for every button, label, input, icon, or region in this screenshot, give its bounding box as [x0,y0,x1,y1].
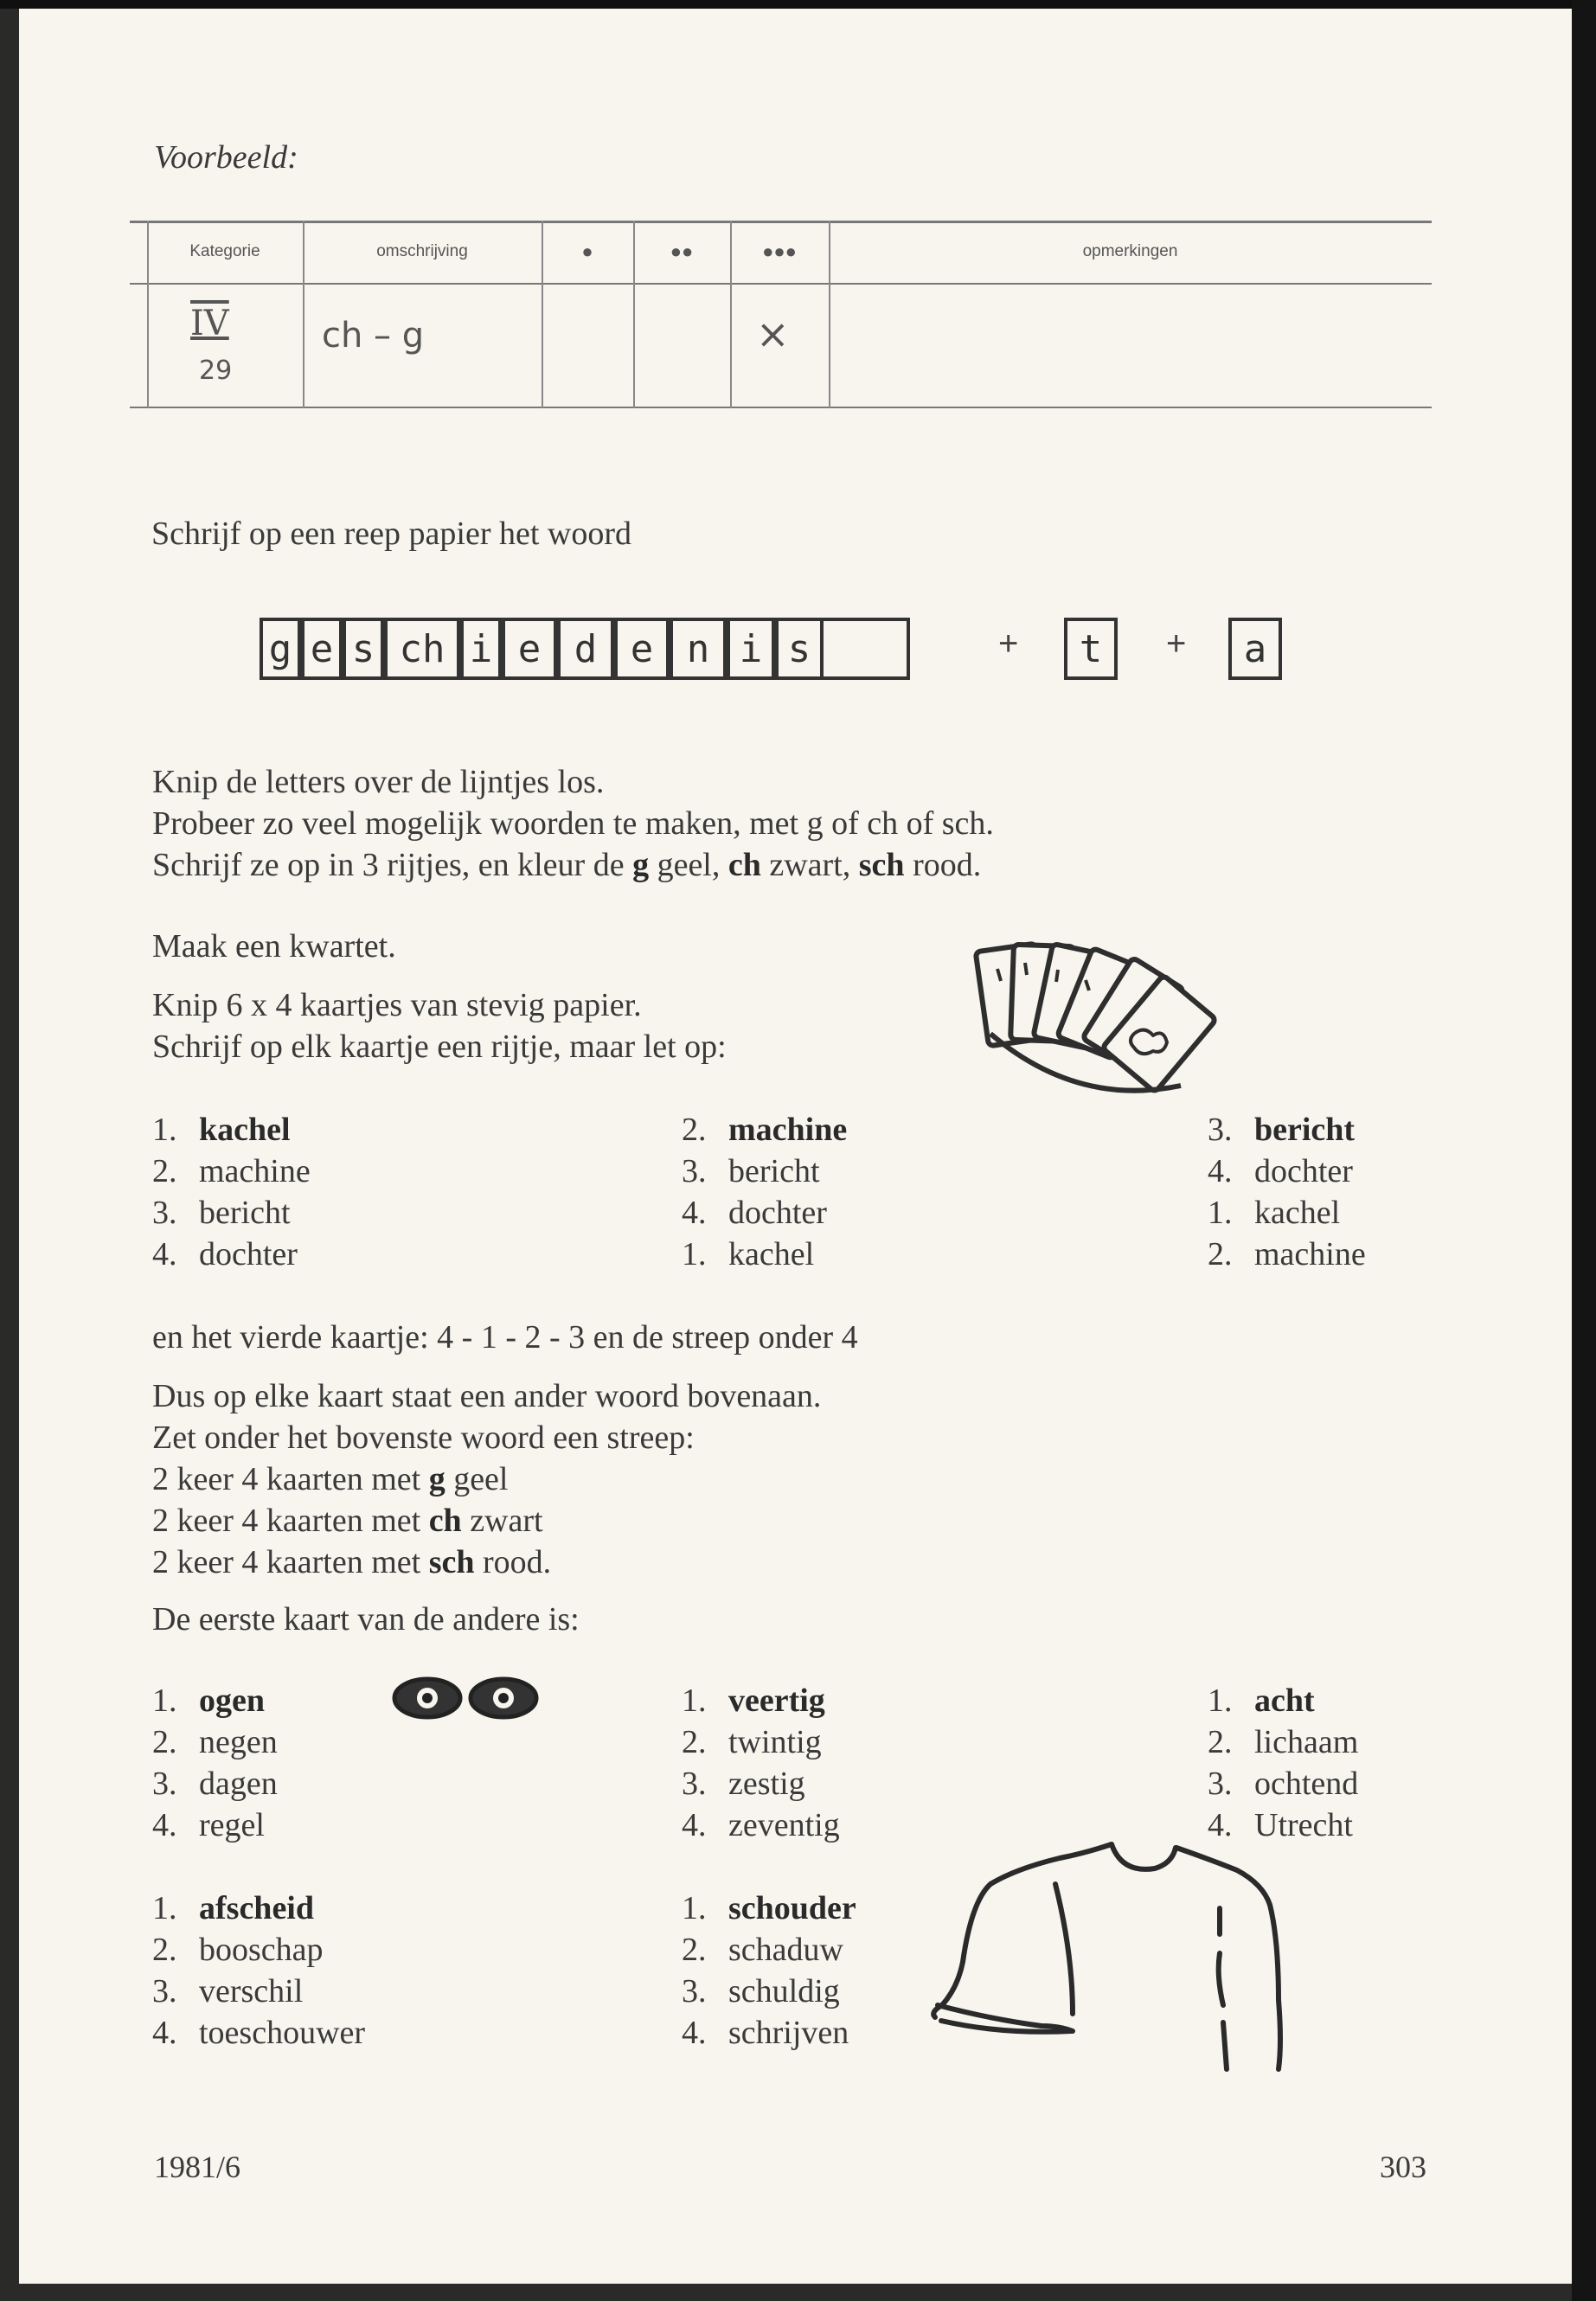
rules-line: 2 keer 4 kaarten met sch rood. [152,1544,552,1580]
plus-sign: + [998,625,1019,663]
card-item: 4. Utrecht [1208,1807,1353,1843]
card-item: 1. afscheid [152,1890,314,1926]
header-level-2: ●● [670,240,694,262]
card-item: 3. ochtend [1208,1766,1359,1802]
card-item: 1. kachel [682,1236,815,1272]
kwartet-line: Schrijf op elk kaartje een rijtje, maar let op: [152,1029,727,1065]
letter-tile-extra: t [1064,618,1118,680]
page-number: 303 [1380,2150,1426,2184]
card-item: 1. kachel [152,1112,291,1148]
level-3-mark: × [756,311,790,357]
rules-line: Dus op elke kaart staat een ander woord bovenaan. [152,1378,822,1414]
letter-tile: g [260,618,301,680]
example-table [130,221,1432,409]
letter-tile: e [614,618,670,680]
card-column [682,1680,840,1846]
card-column [1208,1109,1366,1275]
scan-right-edge [1572,0,1596,2301]
rules-line: Zet onder het bovenste woord een streep: [152,1420,695,1456]
header-level-3: ●●● [762,240,797,262]
letter-tile: s [775,618,824,680]
card-item: 4. dochter [152,1236,298,1272]
intro-text: Schrijf op een reep papier het woord [151,516,632,552]
card-item: 2. machine [1208,1236,1366,1272]
rules-line: De eerste kaart van de andere is: [152,1601,580,1638]
card-item: 2. booschap [152,1932,324,1968]
card-column [152,1888,365,2054]
card-item: 3. verschil [152,1973,304,2009]
letter-tile: ch [384,618,460,680]
card-item: 2. machine [152,1153,311,1189]
card-item: 3. bericht [682,1153,820,1189]
letter-tile-extra: a [1228,618,1282,680]
card-item: 1. schouder [682,1890,856,1926]
card-item: 3. bericht [1208,1112,1356,1148]
card-column [152,1680,278,1846]
instruction-line: Schrijf ze op in 3 rijtjes, en kleur de g geel, ch zwart, sch rood. [152,847,982,883]
card-column [152,1109,311,1275]
fourth-card-text: en het vierde kaartje: 4 - 1 - 2 - 3 en de streep onder 4 [152,1319,858,1356]
card-item: 4. dochter [1208,1153,1353,1189]
letter-tile: i [460,618,502,680]
sweater-illustration [926,1832,1298,2079]
letter-tile: d [557,618,614,680]
kwartet-line: Knip 6 x 4 kaartjes van stevig papier. [152,987,642,1023]
table-header-rule [130,283,1432,285]
card-item: 1. veertig [682,1682,825,1719]
instruction-line: Knip de letters over de lijntjes los. [152,764,605,800]
plus-sign: + [1166,625,1187,663]
letter-tile: e [502,618,557,680]
card-item: 3. dagen [152,1766,278,1802]
header-level-1: ● [581,240,593,262]
card-item: 3. zestig [682,1766,805,1802]
example-title: Voorbeeld: [154,139,298,176]
category-roman: IV [190,304,229,343]
card-item: 1. acht [1208,1682,1315,1719]
scan-top-edge [0,0,1596,9]
card-column [1208,1680,1358,1846]
card-item: 1. ogen [152,1682,265,1719]
card-item: 4. dochter [682,1195,827,1231]
card-item: 2. schaduw [682,1932,843,1968]
card-item: 1. kachel [1208,1195,1341,1231]
header-remarks: opmerkingen [1082,242,1178,260]
card-item: 3. schuldig [682,1973,840,2009]
eyes-illustration [391,1674,547,1722]
card-item: 2. negen [152,1724,278,1760]
card-item: 2. lichaam [1208,1724,1359,1760]
kwartet-title: Maak een kwartet. [152,928,396,965]
description-value: ch – g [322,316,425,356]
card-item: 4. regel [152,1807,265,1843]
letter-tile: e [301,618,343,680]
card-item: 2. machine [682,1112,848,1148]
header-category: Kategorie [189,242,260,260]
letter-tile: s [343,618,384,680]
card-item: 4. schrijven [682,2015,849,2051]
header-description: omschrijving [376,242,468,260]
card-column [682,1109,847,1275]
category-number: 29 [199,356,233,386]
playing-cards-illustration [973,930,1224,1099]
issue-number: 1981/6 [154,2150,241,2184]
letter-tile: i [727,618,775,680]
card-item: 4. toeschouwer [152,2015,366,2051]
table-bottom-rule [130,407,1432,408]
rules-line: 2 keer 4 kaarten met g geel [152,1461,509,1497]
instruction-line: Probeer zo veel mogelijk woorden te maken, met g of ch of sch. [152,805,994,842]
card-item: 4. zeventig [682,1807,840,1843]
card-column [682,1888,856,2054]
rules-line: 2 keer 4 kaarten met ch zwart [152,1503,543,1539]
letter-tile: n [670,618,727,680]
card-item: 3. bericht [152,1195,291,1231]
card-item: 2. twintig [682,1724,822,1760]
